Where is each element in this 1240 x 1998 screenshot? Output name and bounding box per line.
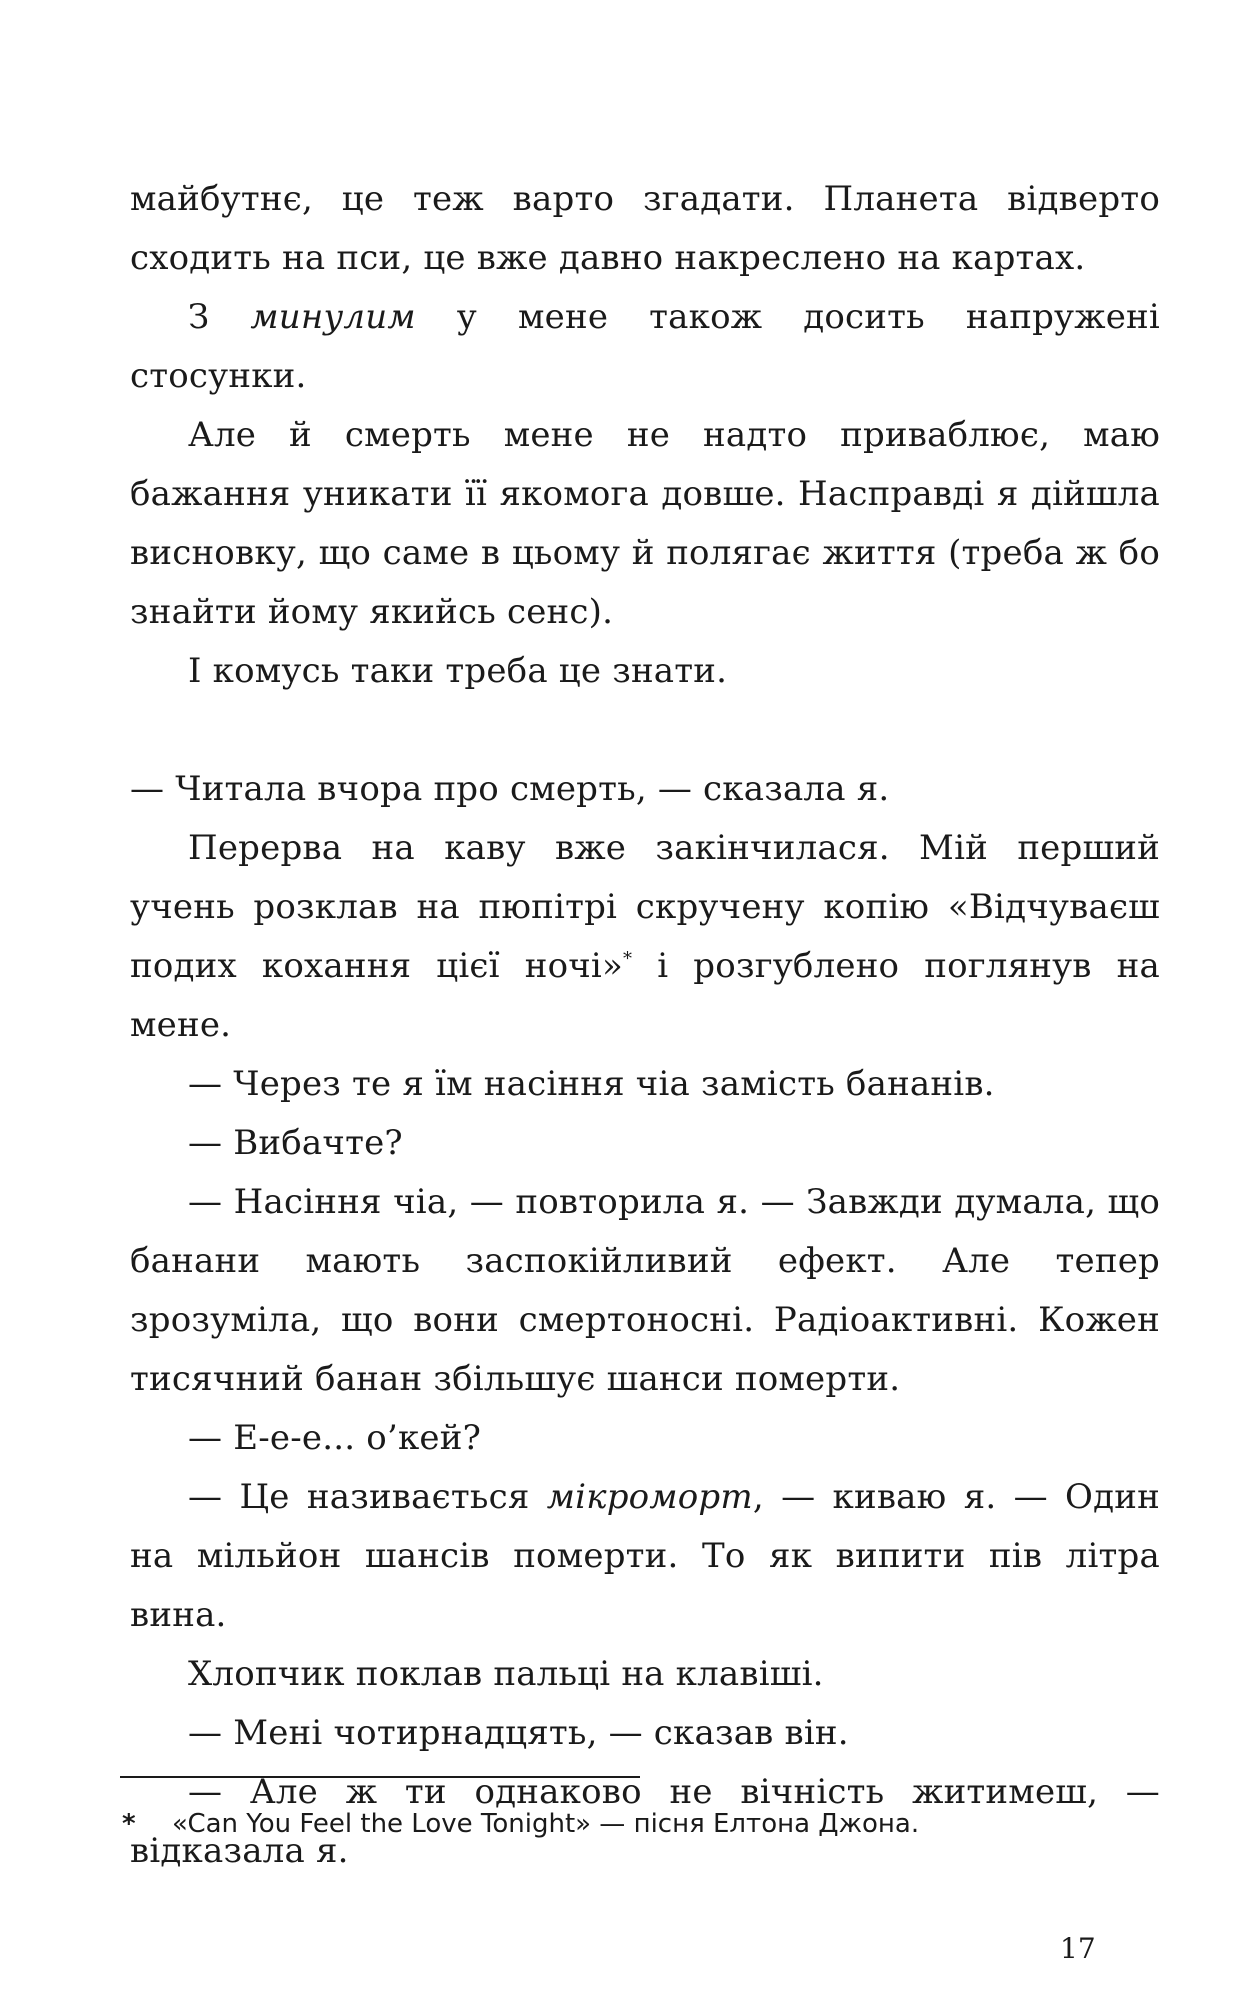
paragraph bbox=[130, 170, 1160, 288]
body-text bbox=[130, 170, 1160, 1881]
footnote-divider bbox=[120, 1776, 640, 1778]
italic-term: мікроморт bbox=[546, 1477, 753, 1517]
text-run: — Але ж ти однаково не вічність житимеш, — відказала я. bbox=[130, 1772, 1160, 1871]
text-run: — Читала вчора про смерть, — сказала я. bbox=[130, 769, 890, 809]
text-run: — Вибачте? bbox=[188, 1123, 403, 1163]
italic-term: минулим bbox=[250, 297, 416, 337]
paragraph bbox=[130, 1704, 1160, 1763]
footnote-reference: * bbox=[623, 948, 633, 970]
text-run: у мене також досить напружені стосунки. bbox=[130, 297, 1160, 396]
paragraph bbox=[130, 288, 1160, 406]
text-run: — Це називається bbox=[188, 1477, 547, 1517]
paragraph bbox=[130, 1645, 1160, 1704]
paragraph bbox=[130, 1055, 1160, 1114]
paragraph bbox=[130, 1409, 1160, 1468]
text-run: і розгублено поглянув на мене. bbox=[130, 946, 1160, 1045]
text-run: — Е-е-е... о’кей? bbox=[188, 1418, 482, 1458]
page-number: 17 bbox=[1060, 1932, 1096, 1965]
footnote bbox=[122, 1806, 1122, 1842]
text-run: — Через те я їм насіння чіа замість бананів. bbox=[188, 1064, 995, 1104]
paragraph bbox=[130, 642, 1160, 701]
text-run: З bbox=[188, 297, 251, 337]
text-run: — Насіння чіа, — повторила я. — Завжди думала, що банани мають заспокійливий ефект. Але тепер зрозуміла, що вони смертоносні. Радіоактивні. Кожен тисячний банан збільшує шанси померти. bbox=[130, 1182, 1160, 1399]
text-run: Хлопчик поклав пальці на клавіші. bbox=[188, 1654, 824, 1694]
paragraph bbox=[130, 1468, 1160, 1645]
text-run: майбутнє, це теж варто згадати. Планета відверто сходить на пси, це вже давно накреслено на картах. bbox=[130, 179, 1160, 278]
footnote-mark: * bbox=[122, 1809, 136, 1839]
text-run: , — киваю я. — Один на мільйон шансів померти. То як випити пів літра вина. bbox=[130, 1477, 1160, 1635]
paragraph bbox=[130, 1173, 1160, 1409]
paragraph bbox=[130, 1114, 1160, 1173]
footnote-text: «Can You Feel the Love Tonight» — пісня Елтона Джона. bbox=[172, 1809, 920, 1839]
text-run: Перерва на каву вже закінчилася. Мій перший учень розклав на пюпітрі скручену копію «Відчуваєш подих кохання цієї ночі» bbox=[130, 828, 1160, 986]
paragraph bbox=[130, 406, 1160, 642]
text-run: Але й смерть мене не надто приваблює, маю бажання уникати її якомога довше. Насправді я дійшла висновку, що саме в цьому й полягає життя (треба ж бо знайти йому якийсь сенс). bbox=[130, 415, 1160, 632]
paragraph bbox=[130, 760, 1160, 819]
text-run: — Мені чотирнадцять, — сказав він. bbox=[188, 1713, 849, 1753]
paragraph bbox=[130, 819, 1160, 1055]
text-run: І комусь таки треба це знати. bbox=[188, 651, 728, 691]
